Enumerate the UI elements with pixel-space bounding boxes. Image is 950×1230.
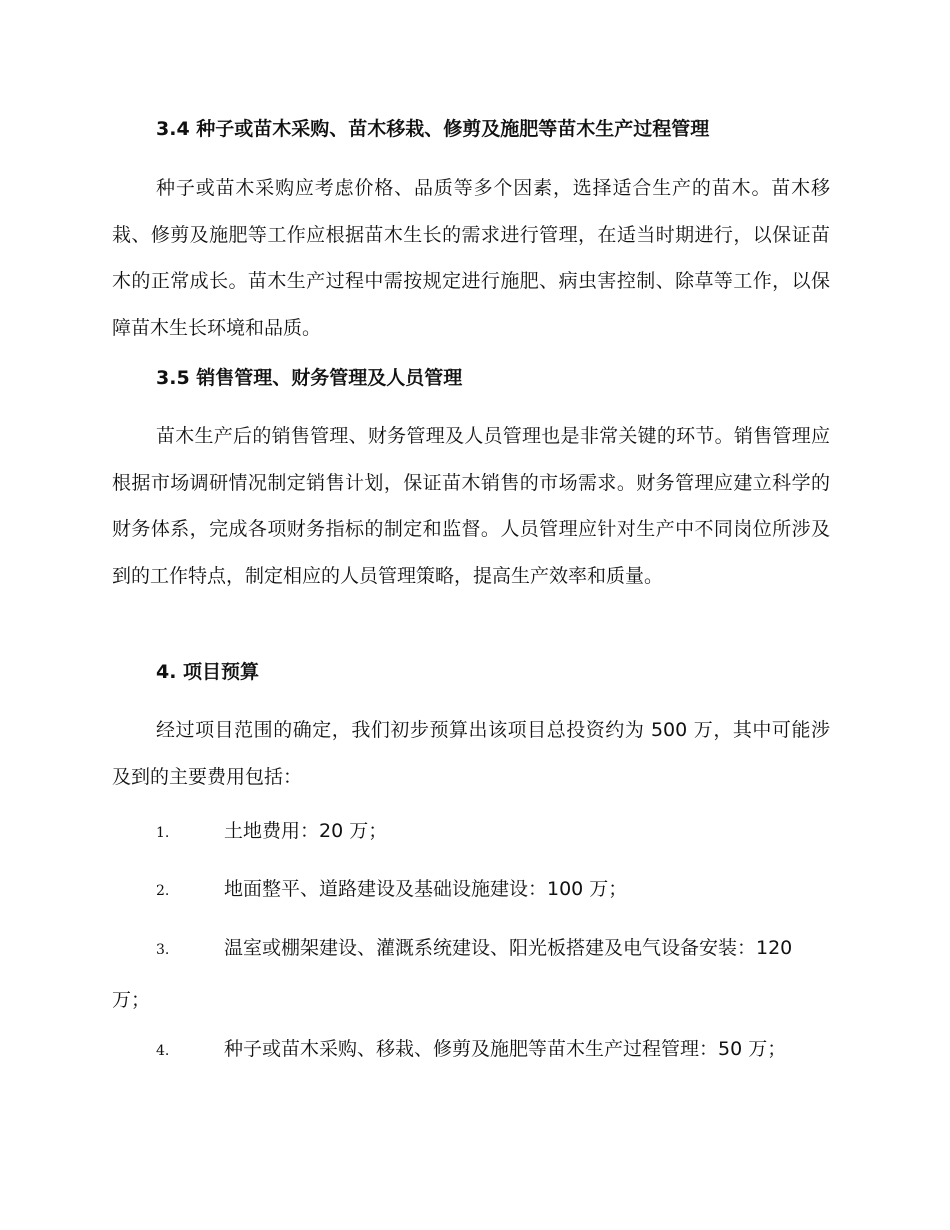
- section-heading-4: 4. 项目预算: [156, 661, 260, 683]
- budget-item-4: [112, 1024, 830, 1076]
- section-paragraph-3-4: 种子或苗木采购应考虑价格、品质等多个因素，选择适合生产的苗木。苗木移栽、修剪及施肥等工作应根据苗木生长的需求进行管理，在适当时期进行，以保证苗木的正常成长。苗木生产过程中需按规定进行施肥、病虫害控制、除草等工作，以保障苗木生长环境和品质。: [112, 177, 830, 339]
- budget-item-1: [112, 806, 830, 858]
- budget-item-text: 种子或苗木采购、移栽、修剪及施肥等苗木生产过程管理：50 万；: [224, 1038, 787, 1060]
- section-paragraph-4: 经过项目范围的确定，我们初步预算出该项目总投资约为 500 万，其中可能涉及到的主要费用包括：: [112, 719, 830, 788]
- budget-item-number: 2.: [156, 883, 170, 899]
- budget-item-2: [112, 864, 830, 916]
- budget-item-number: 3.: [156, 942, 170, 958]
- section-paragraph-3-5: 苗木生产后的销售管理、财务管理及人员管理也是非常关键的环节。销售管理应根据市场调研情况制定销售计划，保证苗木销售的市场需求。财务管理应建立科学的财务体系，完成各项财务指标的制定和监督。人员管理应针对生产中不同岗位所涉及到的工作特点，制定相应的人员管理策略，提高生产效率和质量。: [112, 425, 830, 587]
- budget-item-text: 地面整平、道路建设及基础设施建设：100 万；: [224, 878, 628, 900]
- budget-item-number: 1.: [156, 825, 170, 841]
- budget-item-text: 土地费用：20 万；: [224, 820, 388, 842]
- budget-item-text: 温室或棚架建设、灌溉系统建设、阳光板搭建及电气设备安装：120 万；: [112, 937, 793, 1011]
- budget-item-3: [112, 923, 830, 1025]
- section-heading-3-5: 3.5 销售管理、财务管理及人员管理: [156, 367, 463, 389]
- section-heading-3-4: 3.4 种子或苗木采购、苗木移栽、修剪及施肥等苗木生产过程管理: [156, 118, 710, 140]
- budget-item-number: 4.: [156, 1043, 170, 1059]
